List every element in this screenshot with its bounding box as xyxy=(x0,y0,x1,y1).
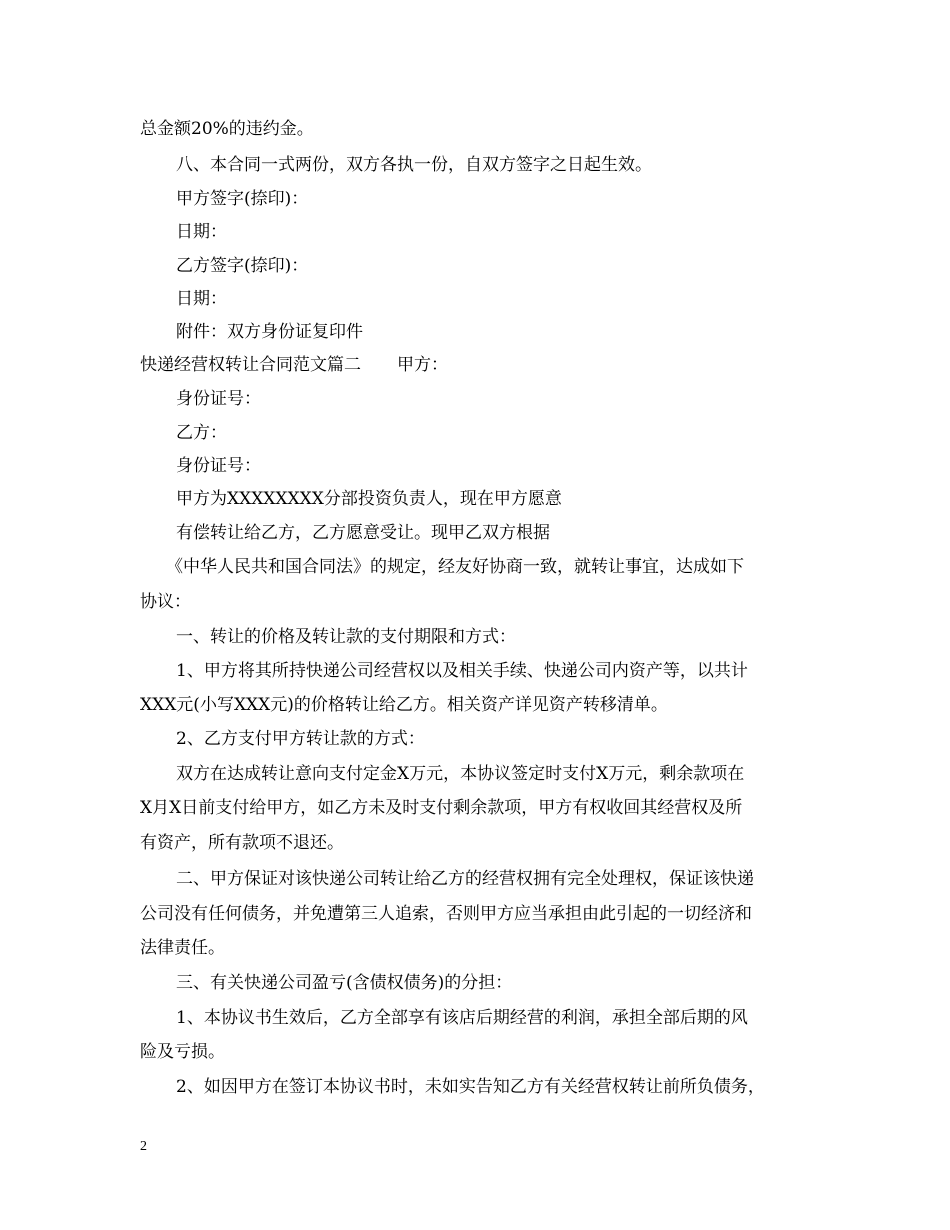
text-line: 《中华人民共和国合同法》的规定，经友好协商一致，就转让事宜，达成如下 xyxy=(166,557,744,577)
text-line: 险及亏损。 xyxy=(140,1042,225,1062)
text-line: 二、甲方保证对该快递公司转让给乙方的经营权拥有完全处理权，保证该快递 xyxy=(176,869,754,889)
text-line: 公司没有任何债务，并免遭第三人追索，否则甲方应当承担由此引起的一切经济和 xyxy=(140,904,752,924)
section-heading-line xyxy=(140,354,812,376)
text-line: 甲方： xyxy=(397,355,448,375)
text-line: 日期： xyxy=(176,289,227,309)
text-line: 甲方签字(捺印)： xyxy=(176,189,309,209)
text-line: 身份证号： xyxy=(176,389,261,409)
text-line: 一、转让的价格及转让款的支付期限和方式： xyxy=(176,627,516,647)
text-line: 1、甲方将其所持快递公司经营权以及相关手续、快递公司内资产等，以共计 xyxy=(176,661,748,681)
text-line: 总金额20%的违约金。 xyxy=(140,119,314,139)
page-number: 2 xyxy=(140,1139,147,1154)
text-line: 甲方为XXXXXXXX分部投资负责人，现在甲方愿意 xyxy=(176,489,562,509)
text-line: 2、如因甲方在签订本协议书时，未如实告知乙方有关经营权转让前所负债务， xyxy=(176,1077,765,1097)
text-line: 双方在达成转让意向支付定金X万元，本协议签定时支付X万元，剩余款项在 xyxy=(176,764,745,784)
text-line: 1、本协议书生效后，乙方全部享有该店后期经营的利润，承担全部后期的风 xyxy=(176,1008,748,1028)
text-line: 乙方： xyxy=(176,423,227,443)
text-line: 三、有关快递公司盈亏(含债权债务)的分担： xyxy=(176,973,513,993)
text-line: 日期： xyxy=(176,222,227,242)
text-line: XXX元(小写XXX元)的价格转让给乙方。相关资产详见资产转移清单。 xyxy=(140,695,668,715)
text-line: 乙方签字(捺印)： xyxy=(176,256,309,276)
text-line: 有偿转让给乙方，乙方愿意受让。现甲乙双方根据 xyxy=(176,523,550,543)
text-line: 附件：双方身份证复印件 xyxy=(176,322,363,342)
text-line: 身份证号： xyxy=(176,456,261,476)
text-line: 2、乙方支付甲方转让款的方式： xyxy=(176,729,425,749)
text-line: 八、本合同一式两份，双方各执一份，自双方签字之日起生效。 xyxy=(176,155,652,175)
section-heading: 快递经营权转让合同范文篇二 xyxy=(140,355,361,375)
text-line: 有资产，所有款项不退还。 xyxy=(140,833,344,853)
text-line: 协议： xyxy=(140,592,191,612)
text-line: X月X日前支付给甲方，如乙方未及时支付剩余款项，甲方有权收回其经营权及所 xyxy=(140,798,743,818)
text-line: 法律责任。 xyxy=(140,938,225,958)
